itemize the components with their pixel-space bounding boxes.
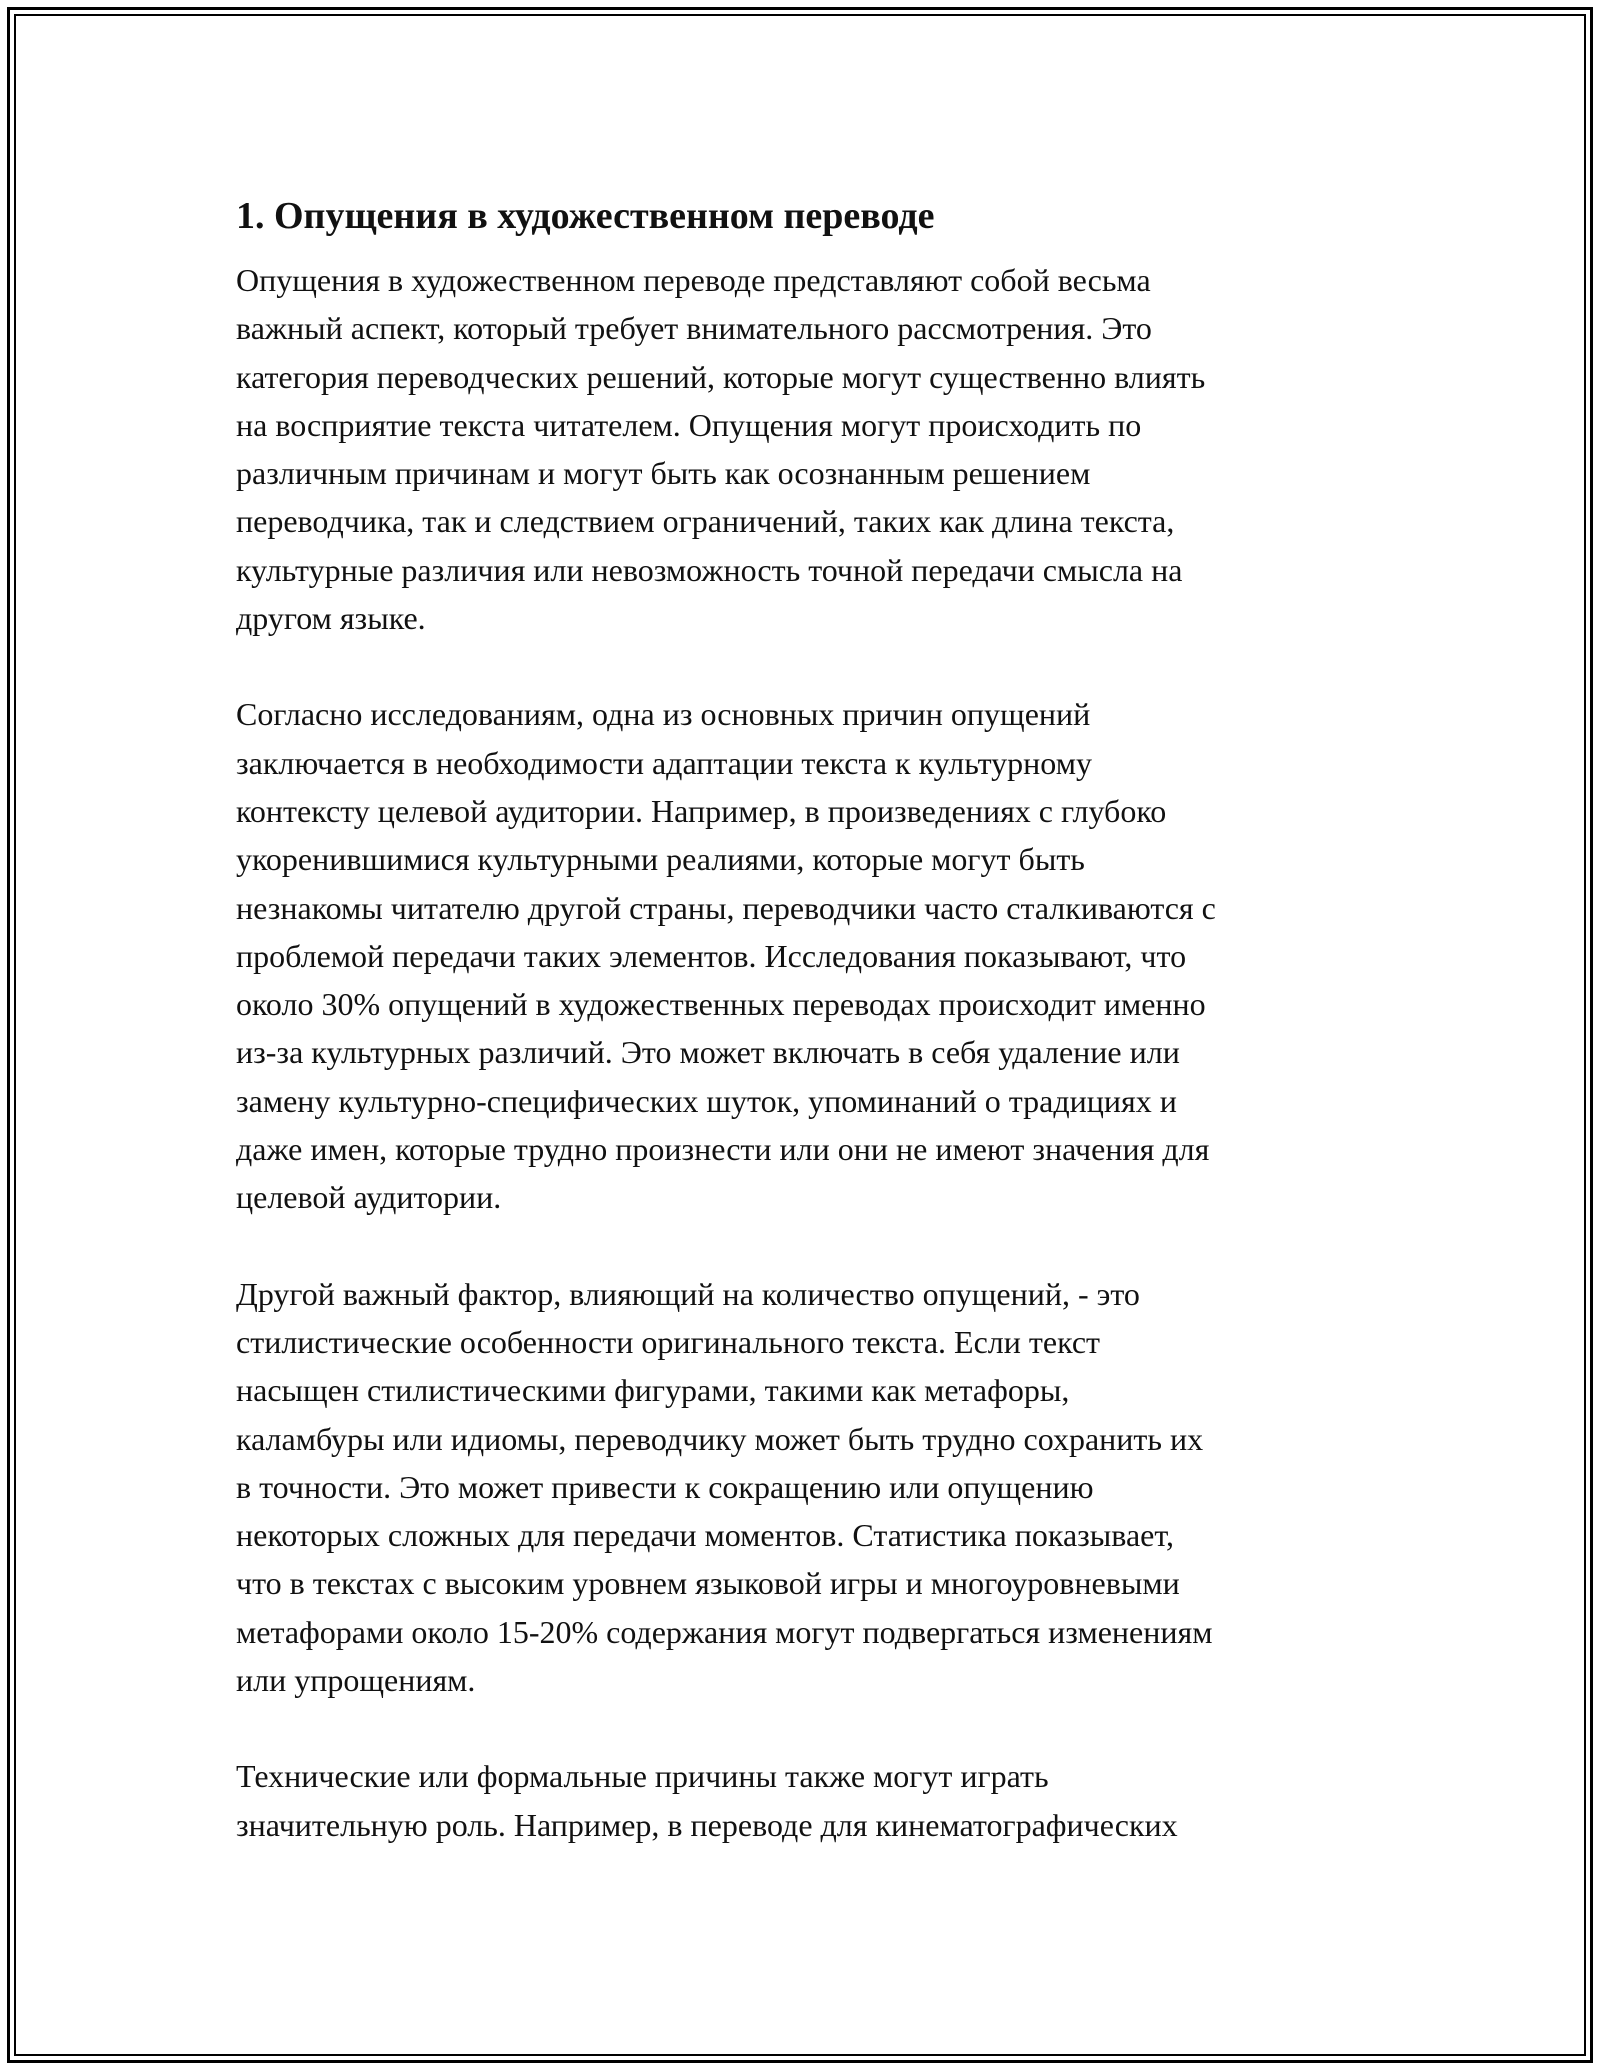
paragraph-3 bbox=[236, 1270, 1386, 1705]
document-body bbox=[236, 192, 1386, 1897]
text-line: заключается в необходимости адаптации текста к культурному bbox=[236, 744, 1092, 781]
text-line: стилистические особенности оригинального текста. Если текст bbox=[236, 1323, 1100, 1360]
text-line: другом языке. bbox=[236, 600, 426, 637]
text-line: культурные различия или невозможность точной передачи смысла на bbox=[236, 551, 1183, 588]
paragraph-1 bbox=[236, 256, 1386, 642]
text-line: или упрощениям. bbox=[236, 1662, 476, 1699]
text-line: метафорами около 15-20% содержания могут подвергаться изменениям bbox=[236, 1613, 1213, 1650]
text-line: проблемой передачи таких элементов. Исследования показывают, что bbox=[236, 937, 1187, 974]
text-line: Другой важный фактор, влияющий на количество опущений, - это bbox=[236, 1275, 1140, 1312]
text-line: категория переводческих решений, которые могут существенно влиять bbox=[236, 358, 1206, 395]
text-line: замену культурно-специфических шуток, упоминаний о традициях и bbox=[236, 1082, 1177, 1119]
text-line: насыщен стилистическими фигурами, такими как метафоры, bbox=[236, 1372, 1070, 1409]
paragraph-2 bbox=[236, 690, 1386, 1221]
text-line: около 30% опущений в художественных переводах происходит именно bbox=[236, 986, 1206, 1023]
text-line: укоренившимися культурными реалиями, которые могут быть bbox=[236, 841, 1085, 878]
text-line: в точности. Это может привести к сокращению или опущению bbox=[236, 1468, 1094, 1505]
text-line: даже имен, которые трудно произнести или они не имеют значения для bbox=[236, 1131, 1210, 1168]
paragraph-4 bbox=[236, 1752, 1386, 1849]
section-heading: 1. Опущения в художественном переводе bbox=[236, 195, 935, 237]
text-line: Технические или формальные причины также могут играть bbox=[236, 1758, 1049, 1795]
text-line: что в текстах с высоким уровнем языковой игры и многоуровневыми bbox=[236, 1565, 1180, 1602]
text-line: из-за культурных различий. Это может включать в себя удаление или bbox=[236, 1034, 1180, 1071]
text-line: некоторых сложных для передачи моментов. Статистика показывает, bbox=[236, 1517, 1174, 1554]
text-line: целевой аудитории. bbox=[236, 1179, 502, 1216]
text-line: контексту целевой аудитории. Например, в произведениях с глубоко bbox=[236, 792, 1167, 829]
text-line: незнакомы читателю другой страны, переводчики часто сталкиваются с bbox=[236, 889, 1216, 926]
text-line: важный аспект, который требует внимательного рассмотрения. Это bbox=[236, 310, 1152, 347]
text-line: Согласно исследованиям, одна из основных причин опущений bbox=[236, 696, 1091, 733]
text-line: значительную роль. Например, в переводе для кинематографических bbox=[236, 1806, 1178, 1843]
text-line: на восприятие текста читателем. Опущения могут происходить по bbox=[236, 406, 1142, 443]
text-line: различным причинам и могут быть как осознанным решением bbox=[236, 455, 1091, 492]
text-line: переводчика, так и следствием ограничений, таких как длина текста, bbox=[236, 503, 1175, 540]
text-line: Опущения в художественном переводе представляют собой весьма bbox=[236, 262, 1151, 298]
text-line: каламбуры или идиомы, переводчику может быть трудно сохранить их bbox=[236, 1420, 1204, 1457]
